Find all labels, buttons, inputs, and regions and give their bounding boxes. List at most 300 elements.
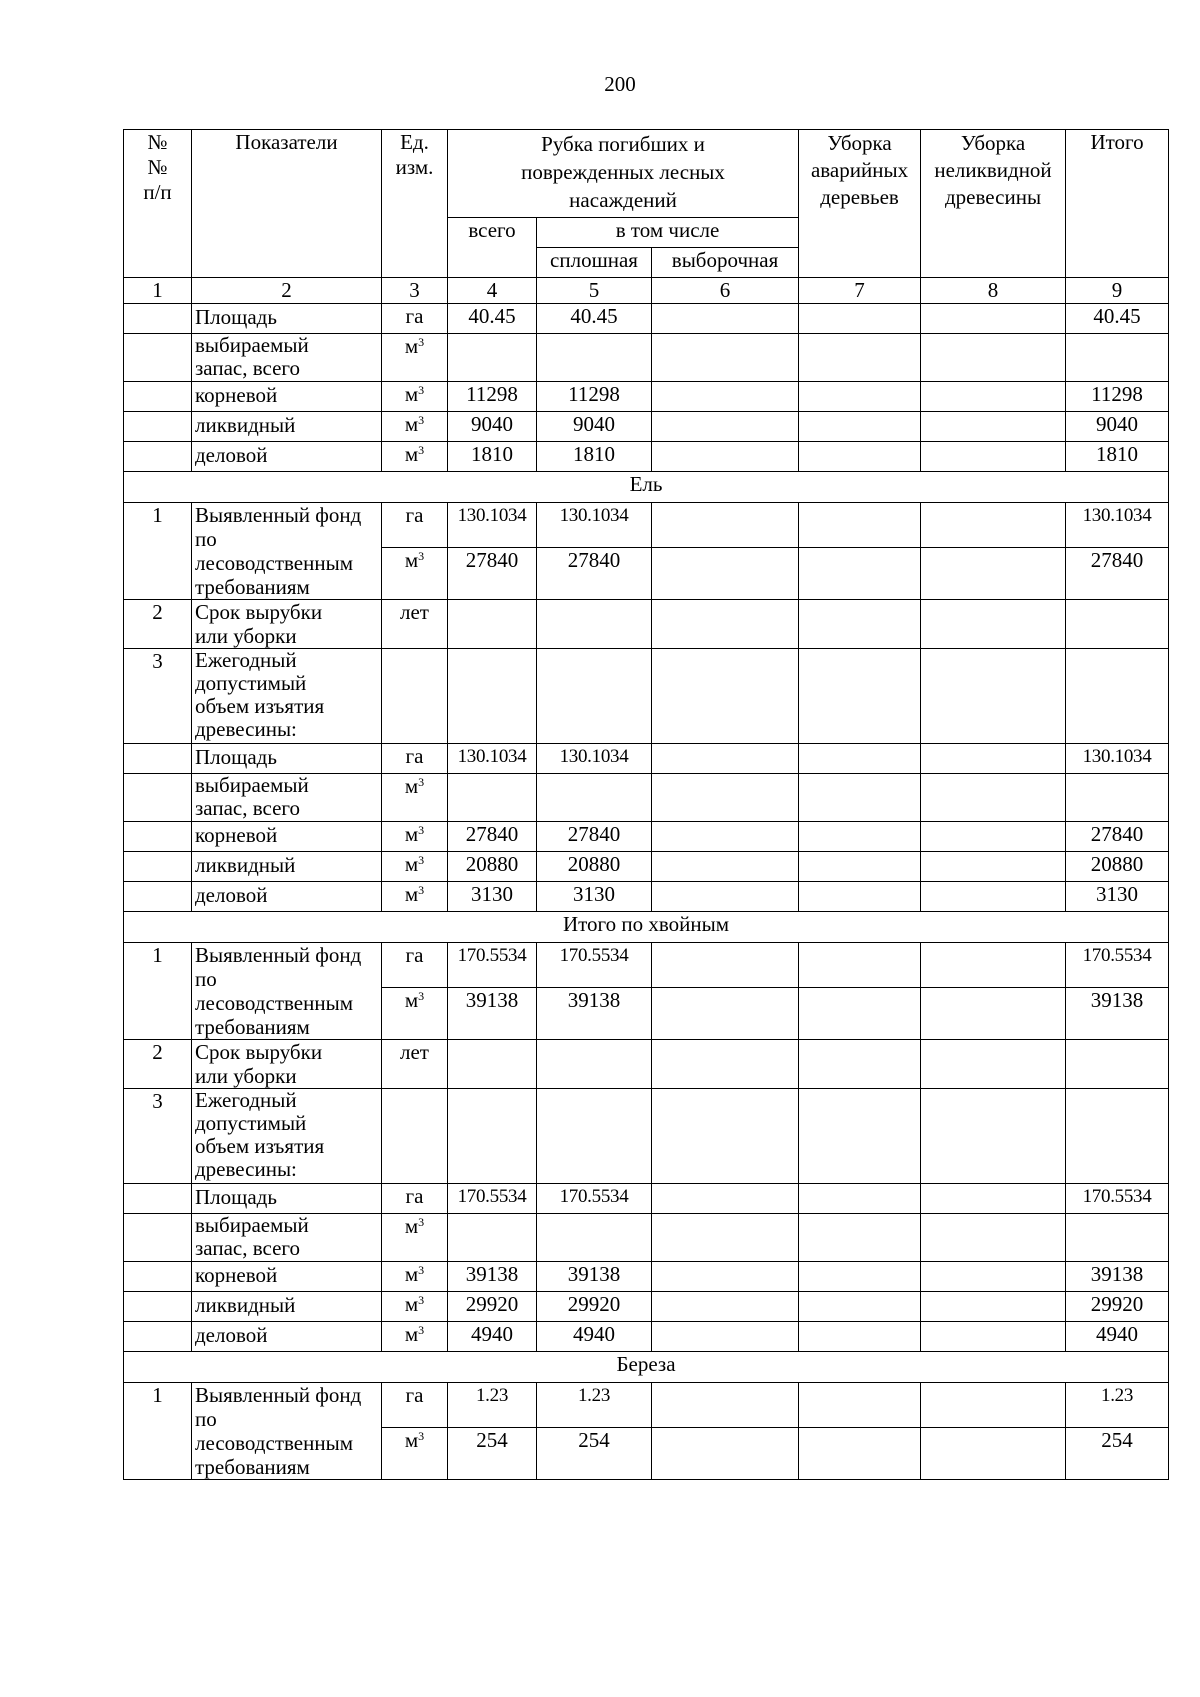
value-cell-c5: 39138 — [537, 1262, 652, 1292]
unit-superscript: 3 — [418, 443, 425, 457]
value-cell-c4: 170.5534 — [448, 1184, 537, 1214]
table-row — [124, 442, 1169, 472]
value-cell-c9: 39138 — [1066, 1262, 1169, 1292]
section-title: Итого по хвойным — [124, 912, 1169, 943]
unit-cell — [382, 882, 448, 912]
unit-superscript: 3 — [418, 335, 425, 349]
value-cell-c5: 130.1034 — [537, 744, 652, 774]
value-cell-c7 — [799, 744, 921, 774]
value-cell-c8 — [921, 774, 1066, 822]
row-number: 1 — [124, 943, 192, 1040]
value-cell-c7 — [799, 1184, 921, 1214]
value-cell-c5: 40.45 — [537, 304, 652, 334]
value-cell-c7 — [799, 412, 921, 442]
value-cell-c6 — [652, 1089, 799, 1184]
row-number — [124, 1214, 192, 1262]
unit-m: м — [404, 1428, 419, 1453]
value-cell-c9 — [1066, 600, 1169, 649]
value-cell-c7 — [799, 304, 921, 334]
table-row — [124, 744, 1169, 774]
value-cell-c7 — [799, 1089, 921, 1184]
row-number: 2 — [124, 600, 192, 649]
value-cell-c9: 170.5534 — [1066, 943, 1169, 988]
value-cell-c8 — [921, 382, 1066, 412]
indicator-label: Площадь — [192, 304, 382, 334]
value-cell-c8 — [921, 943, 1066, 988]
unit-superscript: 3 — [418, 549, 425, 564]
unit-ha: га — [405, 943, 424, 967]
row-number — [124, 852, 192, 882]
unit-superscript: 3 — [418, 853, 425, 867]
table-row — [124, 1322, 1169, 1352]
value-cell-c4: 3130 — [448, 882, 537, 912]
value-cell-c5: 130.1034 — [537, 503, 652, 548]
unit-cell — [382, 774, 448, 822]
table-row — [124, 382, 1169, 412]
table-row — [124, 1214, 1169, 1262]
row-number — [124, 1262, 192, 1292]
unit-m: м — [404, 334, 419, 358]
row-number — [124, 1322, 192, 1352]
table-row — [124, 649, 1169, 744]
value-cell-c4: 39138 — [448, 1262, 537, 1292]
value-cell-c9: 20880 — [1066, 852, 1169, 882]
unit-cell — [382, 548, 448, 600]
row-number: 1 — [124, 1383, 192, 1480]
value-cell-c6 — [652, 382, 799, 412]
indicator-label: Площадь — [192, 1184, 382, 1214]
unit-superscript: 3 — [418, 1429, 425, 1444]
value-cell-c6 — [652, 1184, 799, 1214]
unit-m: м — [404, 822, 419, 846]
value-cell-c8 — [921, 1184, 1066, 1214]
value-cell-c4: 20880 — [448, 852, 537, 882]
unit-let: лет — [400, 600, 429, 624]
value-cell-c5: 4940 — [537, 1322, 652, 1352]
unit-cell — [382, 503, 448, 548]
value-cell-c9: 4940 — [1066, 1322, 1169, 1352]
indicator-label: деловой — [192, 442, 382, 472]
unit-m: м — [404, 988, 419, 1013]
indicator-label: корневой — [192, 1262, 382, 1292]
value-cell-c4 — [448, 334, 537, 382]
indicator-label: Срок вырубки или уборки — [192, 600, 382, 649]
unit-cell — [382, 382, 448, 412]
section-row — [124, 912, 1169, 943]
forest-table — [123, 129, 1169, 1480]
unit-superscript: 3 — [418, 1215, 425, 1229]
indicator-label: корневой — [192, 822, 382, 852]
unit-cell — [382, 1292, 448, 1322]
unit-cell — [382, 1040, 448, 1089]
indicator-label: Выявленный фонд по лесоводственным требованиям — [192, 1383, 382, 1480]
value-cell-c6 — [652, 1040, 799, 1089]
header-emergency-trees: Уборка аварийных деревьев — [799, 130, 921, 278]
value-cell-c9 — [1066, 334, 1169, 382]
unit-ha: га — [405, 1184, 424, 1208]
value-cell-c6 — [652, 548, 799, 600]
value-cell-c8 — [921, 600, 1066, 649]
indicator-label: Выявленный фонд по лесоводственным требованиям — [192, 503, 382, 600]
table-row — [124, 852, 1169, 882]
value-cell-c9: 3130 — [1066, 882, 1169, 912]
indicator-label: ликвидный — [192, 1292, 382, 1322]
value-cell-c9: 170.5534 — [1066, 1184, 1169, 1214]
value-cell-c7 — [799, 382, 921, 412]
value-cell-c9: 130.1034 — [1066, 503, 1169, 548]
value-cell-c7 — [799, 774, 921, 822]
section-row — [124, 1352, 1169, 1383]
indicator-label: Срок вырубки или уборки — [192, 1040, 382, 1089]
value-cell-c8 — [921, 412, 1066, 442]
value-cell-c7 — [799, 988, 921, 1040]
value-cell-c6 — [652, 304, 799, 334]
value-cell-c8 — [921, 1262, 1066, 1292]
value-cell-c9: 27840 — [1066, 548, 1169, 600]
header-vsego: всего — [448, 218, 537, 278]
indicator-label: выбираемый запас, всего — [192, 774, 382, 822]
value-cell-c4: 11298 — [448, 382, 537, 412]
value-cell-c6 — [652, 1428, 799, 1480]
value-cell-c4 — [448, 774, 537, 822]
value-cell-c4: 130.1034 — [448, 503, 537, 548]
table-row — [124, 774, 1169, 822]
unit-m: м — [404, 1322, 419, 1346]
indicator-label: ликвидный — [192, 412, 382, 442]
column-number: 5 — [537, 278, 652, 304]
row-number: 1 — [124, 503, 192, 600]
indicator-label: деловой — [192, 882, 382, 912]
value-cell-c6 — [652, 412, 799, 442]
unit-superscript: 3 — [418, 1323, 425, 1337]
value-cell-c8 — [921, 548, 1066, 600]
row-number — [124, 822, 192, 852]
unit-cell — [382, 1184, 448, 1214]
unit-cell — [382, 334, 448, 382]
unit-ha: га — [405, 744, 424, 768]
row-number — [124, 882, 192, 912]
value-cell-c7 — [799, 442, 921, 472]
column-number: 7 — [799, 278, 921, 304]
table-row — [124, 822, 1169, 852]
value-cell-c5: 11298 — [537, 382, 652, 412]
header-felling-group: Рубка погибших и поврежденных лесных насаждений — [448, 130, 799, 218]
value-cell-c9: 1.23 — [1066, 1383, 1169, 1428]
unit-m: м — [404, 852, 419, 876]
row-number — [124, 1184, 192, 1214]
value-cell-c4: 27840 — [448, 822, 537, 852]
value-cell-c5 — [537, 1214, 652, 1262]
table-row — [124, 1262, 1169, 1292]
value-cell-c8 — [921, 503, 1066, 548]
value-cell-c4: 1.23 — [448, 1383, 537, 1428]
value-cell-c8 — [921, 1040, 1066, 1089]
value-cell-c8 — [921, 1292, 1066, 1322]
unit-superscript: 3 — [418, 823, 425, 837]
column-number: 4 — [448, 278, 537, 304]
row-number — [124, 334, 192, 382]
value-cell-c8 — [921, 1089, 1066, 1184]
table-row — [124, 1383, 1169, 1428]
value-cell-c4 — [448, 1214, 537, 1262]
unit-cell — [382, 943, 448, 988]
header-total: Итого — [1066, 130, 1169, 278]
value-cell-c6 — [652, 1214, 799, 1262]
table-row — [124, 1292, 1169, 1322]
unit-m: м — [404, 442, 419, 466]
table-row — [124, 503, 1169, 548]
value-cell-c6 — [652, 744, 799, 774]
value-cell-c8 — [921, 1428, 1066, 1480]
header-sploshnaya: сплошная — [537, 248, 652, 278]
value-cell-c4: 254 — [448, 1428, 537, 1480]
column-number: 9 — [1066, 278, 1169, 304]
indicator-label: Площадь — [192, 744, 382, 774]
value-cell-c5: 254 — [537, 1428, 652, 1480]
unit-cell — [382, 649, 448, 744]
value-cell-c7 — [799, 548, 921, 600]
value-cell-c6 — [652, 943, 799, 988]
value-cell-c7 — [799, 1214, 921, 1262]
table-row — [124, 334, 1169, 382]
unit-let: лет — [400, 1040, 429, 1064]
indicator-label: деловой — [192, 1322, 382, 1352]
unit-ha: га — [405, 1383, 424, 1407]
value-cell-c4: 4940 — [448, 1322, 537, 1352]
value-cell-c4: 130.1034 — [448, 744, 537, 774]
value-cell-c5 — [537, 600, 652, 649]
column-number: 1 — [124, 278, 192, 304]
unit-cell — [382, 822, 448, 852]
unit-superscript: 3 — [418, 1263, 425, 1277]
unit-cell — [382, 1428, 448, 1480]
column-numbers-row — [124, 278, 1169, 304]
unit-m: м — [404, 1214, 419, 1238]
indicator-label: Выявленный фонд по лесоводственным требованиям — [192, 943, 382, 1040]
indicator-label: ликвидный — [192, 852, 382, 882]
value-cell-c9 — [1066, 774, 1169, 822]
header-v-tom-chisle: в том числе — [537, 218, 799, 248]
unit-cell — [382, 304, 448, 334]
value-cell-c6 — [652, 649, 799, 744]
value-cell-c5 — [537, 649, 652, 744]
value-cell-c8 — [921, 334, 1066, 382]
value-cell-c5: 39138 — [537, 988, 652, 1040]
value-cell-c4: 9040 — [448, 412, 537, 442]
unit-superscript: 3 — [418, 383, 425, 397]
row-number — [124, 1292, 192, 1322]
unit-ha: га — [405, 503, 424, 527]
indicator-label: Ежегодный допустимый объем изъятия древесины: — [192, 649, 382, 744]
row-number — [124, 382, 192, 412]
value-cell-c8 — [921, 1322, 1066, 1352]
header-indicators: Показатели — [192, 130, 382, 278]
value-cell-c8 — [921, 442, 1066, 472]
value-cell-c9: 1810 — [1066, 442, 1169, 472]
value-cell-c7 — [799, 1040, 921, 1089]
value-cell-c5: 170.5534 — [537, 943, 652, 988]
value-cell-c7 — [799, 1322, 921, 1352]
row-number — [124, 442, 192, 472]
header-illiquid-wood: Уборка неликвидной древесины — [921, 130, 1066, 278]
unit-cell — [382, 1089, 448, 1184]
value-cell-c9: 254 — [1066, 1428, 1169, 1480]
unit-cell — [382, 988, 448, 1040]
value-cell-c5: 9040 — [537, 412, 652, 442]
table-row — [124, 1184, 1169, 1214]
value-cell-c8 — [921, 882, 1066, 912]
value-cell-c4 — [448, 600, 537, 649]
value-cell-c7 — [799, 600, 921, 649]
indicator-label: выбираемый запас, всего — [192, 1214, 382, 1262]
unit-m: м — [404, 548, 419, 573]
value-cell-c7 — [799, 943, 921, 988]
unit-ha: га — [405, 304, 424, 328]
value-cell-c9 — [1066, 1040, 1169, 1089]
section-title: Ель — [124, 472, 1169, 503]
indicator-label: Ежегодный допустимый объем изъятия древесины: — [192, 1089, 382, 1184]
value-cell-c5: 20880 — [537, 852, 652, 882]
value-cell-c4 — [448, 1089, 537, 1184]
value-cell-c4 — [448, 1040, 537, 1089]
unit-superscript: 3 — [418, 989, 425, 1004]
value-cell-c4: 39138 — [448, 988, 537, 1040]
column-number: 6 — [652, 278, 799, 304]
value-cell-c4: 170.5534 — [448, 943, 537, 988]
table-row — [124, 1089, 1169, 1184]
value-cell-c7 — [799, 882, 921, 912]
value-cell-c5: 29920 — [537, 1292, 652, 1322]
row-number: 3 — [124, 1089, 192, 1184]
value-cell-c6 — [652, 988, 799, 1040]
table-row — [124, 943, 1169, 988]
unit-m: м — [404, 1262, 419, 1286]
unit-superscript: 3 — [418, 883, 425, 897]
value-cell-c4 — [448, 649, 537, 744]
value-cell-c4: 29920 — [448, 1292, 537, 1322]
value-cell-c4: 40.45 — [448, 304, 537, 334]
value-cell-c7 — [799, 852, 921, 882]
indicator-label: корневой — [192, 382, 382, 412]
value-cell-c8 — [921, 649, 1066, 744]
unit-m: м — [404, 1292, 419, 1316]
value-cell-c5: 3130 — [537, 882, 652, 912]
value-cell-c9: 9040 — [1066, 412, 1169, 442]
value-cell-c6 — [652, 1262, 799, 1292]
value-cell-c5: 1810 — [537, 442, 652, 472]
unit-cell — [382, 600, 448, 649]
unit-cell — [382, 1214, 448, 1262]
unit-cell — [382, 744, 448, 774]
value-cell-c9: 29920 — [1066, 1292, 1169, 1322]
column-number: 8 — [921, 278, 1066, 304]
value-cell-c8 — [921, 988, 1066, 1040]
row-number: 2 — [124, 1040, 192, 1089]
unit-cell — [382, 1383, 448, 1428]
value-cell-c7 — [799, 503, 921, 548]
value-cell-c6 — [652, 822, 799, 852]
unit-cell — [382, 1322, 448, 1352]
unit-cell — [382, 1262, 448, 1292]
value-cell-c8 — [921, 852, 1066, 882]
value-cell-c5 — [537, 1040, 652, 1089]
value-cell-c9: 11298 — [1066, 382, 1169, 412]
table-row — [124, 1040, 1169, 1089]
header-unit: Ед. изм. — [382, 130, 448, 278]
value-cell-c6 — [652, 442, 799, 472]
table-row — [124, 882, 1169, 912]
row-number — [124, 304, 192, 334]
value-cell-c9: 40.45 — [1066, 304, 1169, 334]
unit-cell — [382, 442, 448, 472]
value-cell-c8 — [921, 744, 1066, 774]
value-cell-c8 — [921, 822, 1066, 852]
column-number: 3 — [382, 278, 448, 304]
value-cell-c8 — [921, 304, 1066, 334]
table-row — [124, 304, 1169, 334]
table-row — [124, 600, 1169, 649]
header-vyborochnaya: выборочная — [652, 248, 799, 278]
unit-m: м — [404, 382, 419, 406]
value-cell-c5 — [537, 334, 652, 382]
section-row — [124, 472, 1169, 503]
value-cell-c7 — [799, 649, 921, 744]
value-cell-c9 — [1066, 649, 1169, 744]
value-cell-c6 — [652, 1383, 799, 1428]
unit-superscript: 3 — [418, 775, 425, 789]
value-cell-c9: 27840 — [1066, 822, 1169, 852]
value-cell-c7 — [799, 334, 921, 382]
row-number — [124, 774, 192, 822]
value-cell-c5 — [537, 774, 652, 822]
value-cell-c7 — [799, 1428, 921, 1480]
row-number — [124, 412, 192, 442]
unit-superscript: 3 — [418, 413, 425, 427]
value-cell-c6 — [652, 1292, 799, 1322]
value-cell-c4: 1810 — [448, 442, 537, 472]
value-cell-c6 — [652, 334, 799, 382]
value-cell-c7 — [799, 822, 921, 852]
value-cell-c7 — [799, 1262, 921, 1292]
header-row-number: № № п/п — [124, 130, 192, 278]
value-cell-c9 — [1066, 1089, 1169, 1184]
value-cell-c9: 39138 — [1066, 988, 1169, 1040]
section-title: Береза — [124, 1352, 1169, 1383]
value-cell-c5: 27840 — [537, 548, 652, 600]
unit-m: м — [404, 774, 419, 798]
unit-m: м — [404, 412, 419, 436]
value-cell-c7 — [799, 1292, 921, 1322]
unit-superscript: 3 — [418, 1293, 425, 1307]
value-cell-c8 — [921, 1383, 1066, 1428]
indicator-label: выбираемый запас, всего — [192, 334, 382, 382]
column-number: 2 — [192, 278, 382, 304]
value-cell-c5: 1.23 — [537, 1383, 652, 1428]
table-row — [124, 412, 1169, 442]
value-cell-c6 — [652, 503, 799, 548]
value-cell-c8 — [921, 1214, 1066, 1262]
value-cell-c6 — [652, 882, 799, 912]
value-cell-c6 — [652, 774, 799, 822]
value-cell-c6 — [652, 1322, 799, 1352]
value-cell-c9 — [1066, 1214, 1169, 1262]
value-cell-c5: 170.5534 — [537, 1184, 652, 1214]
page-number: 200 — [604, 72, 636, 96]
row-number: 3 — [124, 649, 192, 744]
unit-cell — [382, 852, 448, 882]
row-number — [124, 744, 192, 774]
value-cell-c5: 27840 — [537, 822, 652, 852]
